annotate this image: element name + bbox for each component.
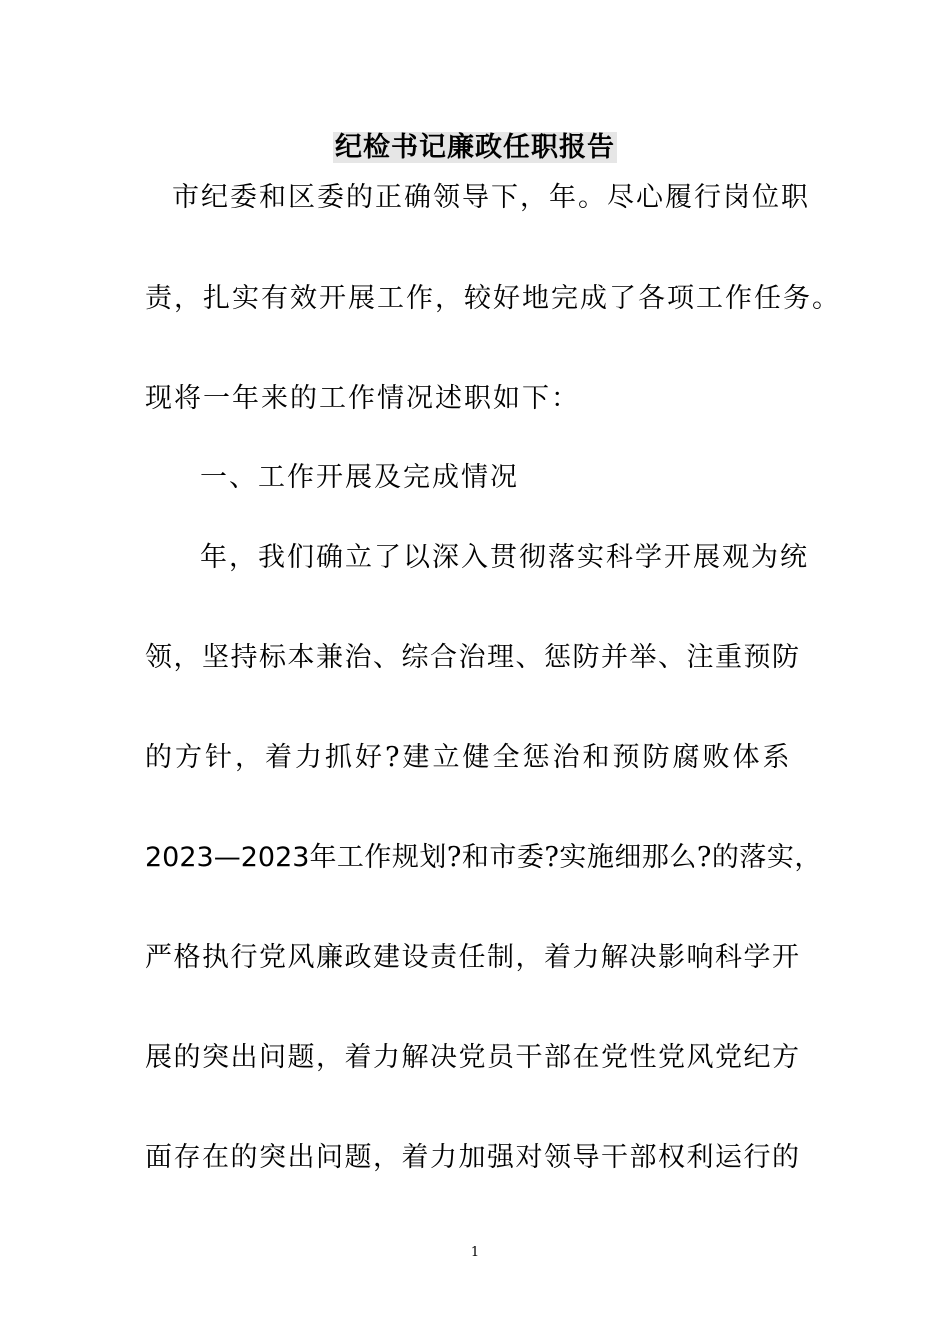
section-heading: 一、工作开展及完成情况 <box>200 462 519 493</box>
paragraph-line: 展的突出问题，着力解决党员干部在党性党风党纪方 <box>145 1042 801 1073</box>
paragraph-line: 现将一年来的工作情况述职如下： <box>145 383 580 414</box>
paragraph-line: 严格执行党风廉政建设责任制，着力解决影响科学开 <box>145 942 801 973</box>
paragraph-line-rest: 年工作规划?和市委?实施细那么?的落实， <box>309 842 822 873</box>
year-range: 2023—2023 <box>145 842 310 873</box>
paragraph-line <box>0 836 950 880</box>
paragraph-line: 领，坚持标本兼治、综合治理、惩防并举、注重预防 <box>145 642 801 673</box>
page-number: 1 <box>470 1245 480 1260</box>
paragraph-line: 面存在的突出问题，着力加强对领导干部权利运行的 <box>145 1142 801 1173</box>
paragraph-line: 市纪委和区委的正确领导下，年。尽心履行岗位职 <box>172 182 810 213</box>
paragraph-line: 责，扎实有效开展工作，较好地完成了各项工作任务。 <box>145 283 841 314</box>
paragraph-line: 年，我们确立了以深入贯彻落实科学开展观为统 <box>200 542 809 573</box>
document-title <box>0 126 950 170</box>
paragraph-line: 的方针，着力抓好?建立健全惩治和预防腐败体系 <box>145 742 793 773</box>
document-title-text: 纪检书记廉政任职报告 <box>335 132 615 163</box>
